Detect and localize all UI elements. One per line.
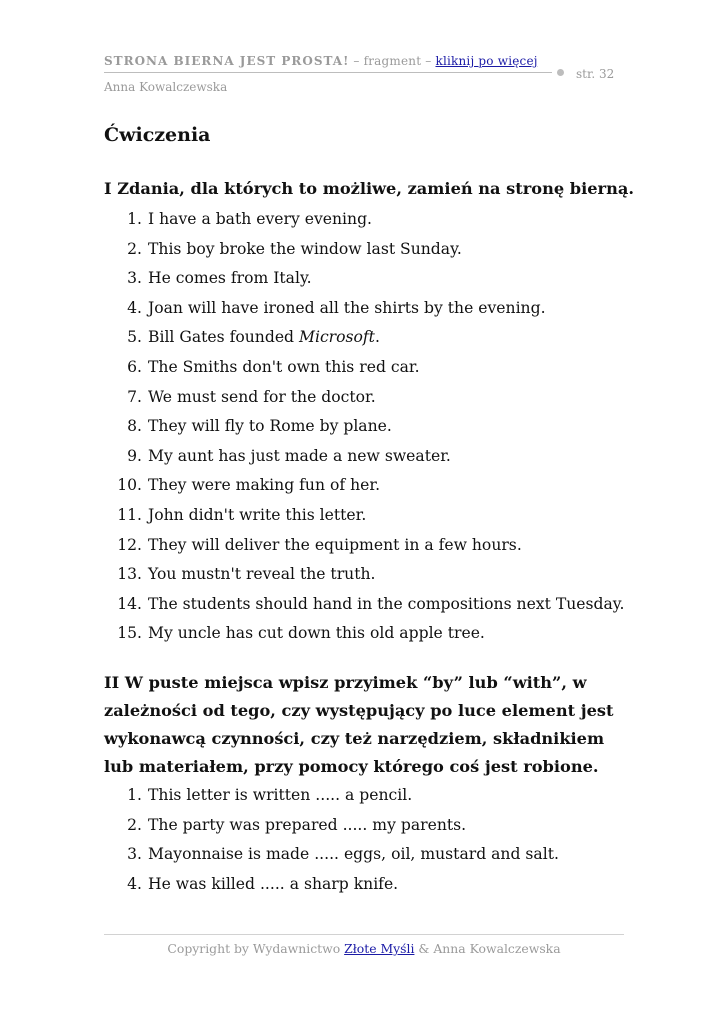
list-item (104, 294, 628, 324)
item-sentence: The Smiths don't own this red car. (148, 357, 420, 376)
item-number: 13. (117, 565, 142, 584)
item-number: 1. (127, 210, 142, 228)
publisher-link[interactable]: Złote Myśli (344, 941, 415, 956)
item-number: 3. (127, 845, 142, 864)
item-number: 1. (127, 786, 142, 804)
item-sentence-italic: Microsoft (298, 328, 375, 347)
item-sentence: He comes from Italy. (148, 269, 312, 288)
book-title: STRONA BIERNA JEST PROSTA! (104, 54, 350, 68)
item-number: 15. (117, 624, 142, 643)
item-sentence (148, 323, 380, 353)
item-sentence: You mustn't reveal the truth. (148, 565, 376, 584)
item-number: 3. (127, 269, 142, 288)
list-item (104, 412, 628, 442)
list-item (104, 383, 628, 413)
page-number: str. 32 (576, 67, 615, 81)
item-number: 6. (127, 357, 142, 376)
list-item (104, 781, 628, 811)
exercise-2-list (104, 781, 628, 899)
list-item (104, 323, 628, 353)
item-number: 12. (117, 535, 142, 554)
item-sentence: Joan will have ironed all the shirts by the evening. (148, 298, 546, 317)
item-number: 10. (117, 476, 142, 495)
list-item (104, 590, 628, 620)
list-item (104, 531, 628, 561)
item-sentence: I have a bath every evening. (148, 210, 373, 228)
header-author: Anna Kowalczewska (104, 80, 228, 94)
list-item (104, 205, 628, 235)
item-sentence: He was killed ..... a sharp knife. (148, 874, 399, 893)
item-sentence: Mayonnaise is made ..... eggs, oil, mustard and salt. (148, 845, 559, 864)
more-link[interactable]: kliknij po więcej (435, 54, 538, 68)
item-number: 5. (127, 328, 142, 347)
item-sentence: The party was prepared ..... my parents. (148, 815, 467, 834)
page-heading: Ćwiczenia (104, 124, 211, 146)
item-number: 9. (127, 446, 142, 465)
exercise-2-instruction: II W puste miejsca wpisz przyimek “by” lub “with”, w zależności od tego, czy występujący po luce element jest wykonawcą czynności, czy też narzędziem, składnikiem lub materiałem, przy pomocy którego coś jest robione. (104, 673, 614, 776)
item-number: 4. (127, 298, 142, 317)
item-sentence: They will fly to Rome by plane. (148, 417, 392, 436)
item-number: 8. (127, 417, 142, 436)
list-item (104, 501, 628, 531)
item-sentence: They will deliver the equipment in a few hours. (148, 535, 522, 554)
item-sentence: The students should hand in the compositions next Tuesday. (148, 594, 625, 613)
footer-copyright (104, 941, 624, 956)
list-item (104, 619, 628, 649)
item-number: 11. (117, 505, 142, 524)
list-item (104, 811, 628, 841)
list-item (104, 560, 628, 590)
list-item (104, 840, 628, 870)
list-item (104, 471, 628, 501)
header-fragment-text: – fragment – (349, 54, 436, 68)
header-title-line (104, 54, 538, 68)
header-rule (104, 72, 552, 73)
list-item (104, 235, 628, 265)
item-sentence: They were making fun of her. (148, 476, 381, 495)
item-sentence: This letter is written ..... a pencil. (148, 786, 413, 804)
item-sentence-text: Bill Gates founded (148, 328, 299, 347)
exercise-1-list (104, 205, 628, 649)
footer-text-before: Copyright by Wydawnictwo (167, 941, 345, 956)
list-item (104, 442, 628, 472)
footer-text-after: & Anna Kowalczewska (414, 941, 561, 956)
footer-rule (104, 934, 624, 935)
item-number: 2. (127, 239, 142, 258)
item-sentence: My aunt has just made a new sweater. (148, 446, 451, 465)
item-sentence-end: . (374, 328, 380, 347)
item-sentence: John didn't write this letter. (148, 505, 367, 524)
bullet-dot-icon (557, 69, 564, 76)
item-sentence: We must send for the doctor. (148, 387, 376, 406)
item-number: 7. (127, 387, 142, 406)
list-item (104, 264, 628, 294)
exercise-1-instruction: I Zdania, dla których to możliwe, zamień na stronę bierną. (104, 179, 634, 198)
item-number: 14. (117, 594, 142, 613)
item-number: 4. (127, 874, 142, 893)
item-sentence: This boy broke the window last Sunday. (148, 239, 462, 258)
list-item (104, 353, 628, 383)
item-number: 2. (127, 815, 142, 834)
list-item (104, 870, 628, 900)
item-sentence: My uncle has cut down this old apple tree. (148, 624, 485, 643)
